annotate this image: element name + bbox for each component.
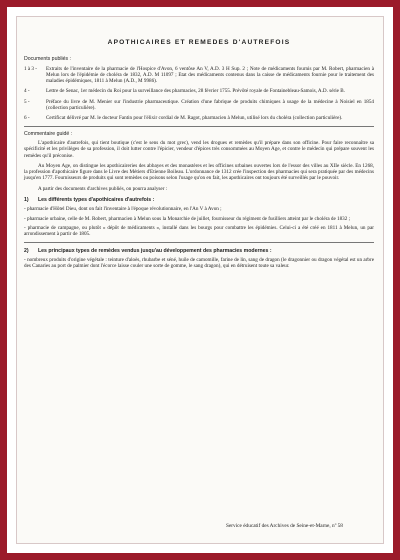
divider <box>24 126 374 127</box>
list-item <box>24 88 374 94</box>
doc-number: 1 à 3 - <box>24 65 37 72</box>
paragraph: L'apothicaire d'autrefois, qui tient boutique (c'est le sens du mot grec), vend les drogues et remèdes qu'il prépare dans son officine. Pour faire reconnaître sa spécificité et les privilèges de sa profession, il doit lutter contre l'épicier, vendeur d'épices très consommées au Moyen Age, et contre le médecin qui prépare souvent les remèdes qu'il préconise. <box>24 139 374 159</box>
point-title: Les différents types d'apothicaires d'autrefois : <box>38 197 155 204</box>
point-number: 2) <box>24 247 29 254</box>
footer-credit: Service éducatif des Archives de Seine-et-Marne, nº 58 <box>226 523 343 529</box>
doc-text: Préface du livre de M. Menier sur l'industrie pharmaceutique. Création d'une fabrique de produits chimiques à usage de la médecine à Noisiel en 1854 (collection particulière). <box>46 98 374 112</box>
doc-number: 4 - <box>24 88 30 95</box>
paragraph: A partir des documents d'archives publiés, on pourra analyser : <box>38 185 168 192</box>
documents-list <box>24 66 374 122</box>
list-item <box>24 66 374 85</box>
point-number: 1) <box>24 197 29 204</box>
doc-text: Extraits de l'inventaire de la pharmacie de l'Hospice d'Avon, 6 ventôse An V, A.D. 3 H Sup. 2 ; Note de médicaments fournis par M. Robert, pharmacien à Melun lors de l'épidémie de choléra de 1832, A.D. M 11097 ; Etat des médicaments contenus dans la caisse de médicaments fournie pour le traitement des maladies épidémiques, 1811 à Melun (A.D., M 9986). <box>46 65 374 85</box>
divider <box>24 242 374 243</box>
comment-header: Commentaire guidé : <box>24 130 73 137</box>
list-item <box>24 99 374 112</box>
point-item: - pharmacie d'Hôtel Dieu, dont on fait l'inventaire à l'époque révolutionnaire, en l'An V à Avon ; <box>24 206 222 213</box>
point-title: Les principaux types de remèdes vendus jusqu'au développement des pharmacies modernes : <box>38 247 272 254</box>
list-item <box>24 115 374 121</box>
page-title: APOTHICAIRES ET REMEDES D'AUTREFOIS <box>107 39 291 46</box>
doc-text: Lettre de Senac, 1er médecin du Roi pour la surveillance des pharmacies, 28 février 1755. Prévôté royale de Fontainebleau-Samois, A.D. série B. <box>46 88 345 95</box>
doc-number: 5 - <box>24 98 30 105</box>
point-item: - nombreux produits d'origine végétale : teinture d'aloès, rhubarbe et séné, huile de camomille, farine de lin, sang de dragon (le dragonnier ou dragon végétal est un arbre des Canaries au port de palmier dont l'écorce laisse couler une sorte de gomme, le sang dragon), qui en détruisent toute sa valeur. <box>24 256 374 270</box>
point-item: - pharmacie urbaine, celle de M. Robert, pharmacien à Melun sous la Monarchie de juillet, fournisseur du régiment de fusilliers atteint par le choléra de 1832 ; <box>24 215 351 222</box>
document-page <box>24 40 374 272</box>
point-item: - pharmacie de campagne, ou plutôt « dépôt de médicaments », installé dans les bourgs pour combattre les épidémies. Celui-ci a été créé en 1811 à Melun, un par arrondissement à partir de 1805. <box>24 224 374 238</box>
doc-number: 6 - <box>24 115 30 122</box>
doc-text: Certificat délivré par M. le docteur Fantin pour l'élixir cordial de M. Ragot, pharmacien à Melun, utilisé lors du choléra (collection particulière). <box>46 115 343 122</box>
point-heading <box>24 197 374 203</box>
paragraph: Au Moyen Age, on distingue les apothicaireries des abbayes et des monastères et les officines urbaines ouvertes lors de l'essor des villes au XIIe siècle. En 1268, la profession d'apothicaire figure dans le Livre des Métiers d'Etienne Boileau. L'ordonnance de 1312 crée l'inspection des pharmacies qui sera pratiquée par des médecins jusqu'en 1777. Fournisseurs de produits qui sont remèdes ou poisons selon l'usage qu'on en fait, les apothicaires ont toujours été surveillés par le pouvoir. <box>24 162 374 182</box>
point-heading <box>24 248 374 254</box>
documents-header: Documents publiés : <box>24 56 71 63</box>
